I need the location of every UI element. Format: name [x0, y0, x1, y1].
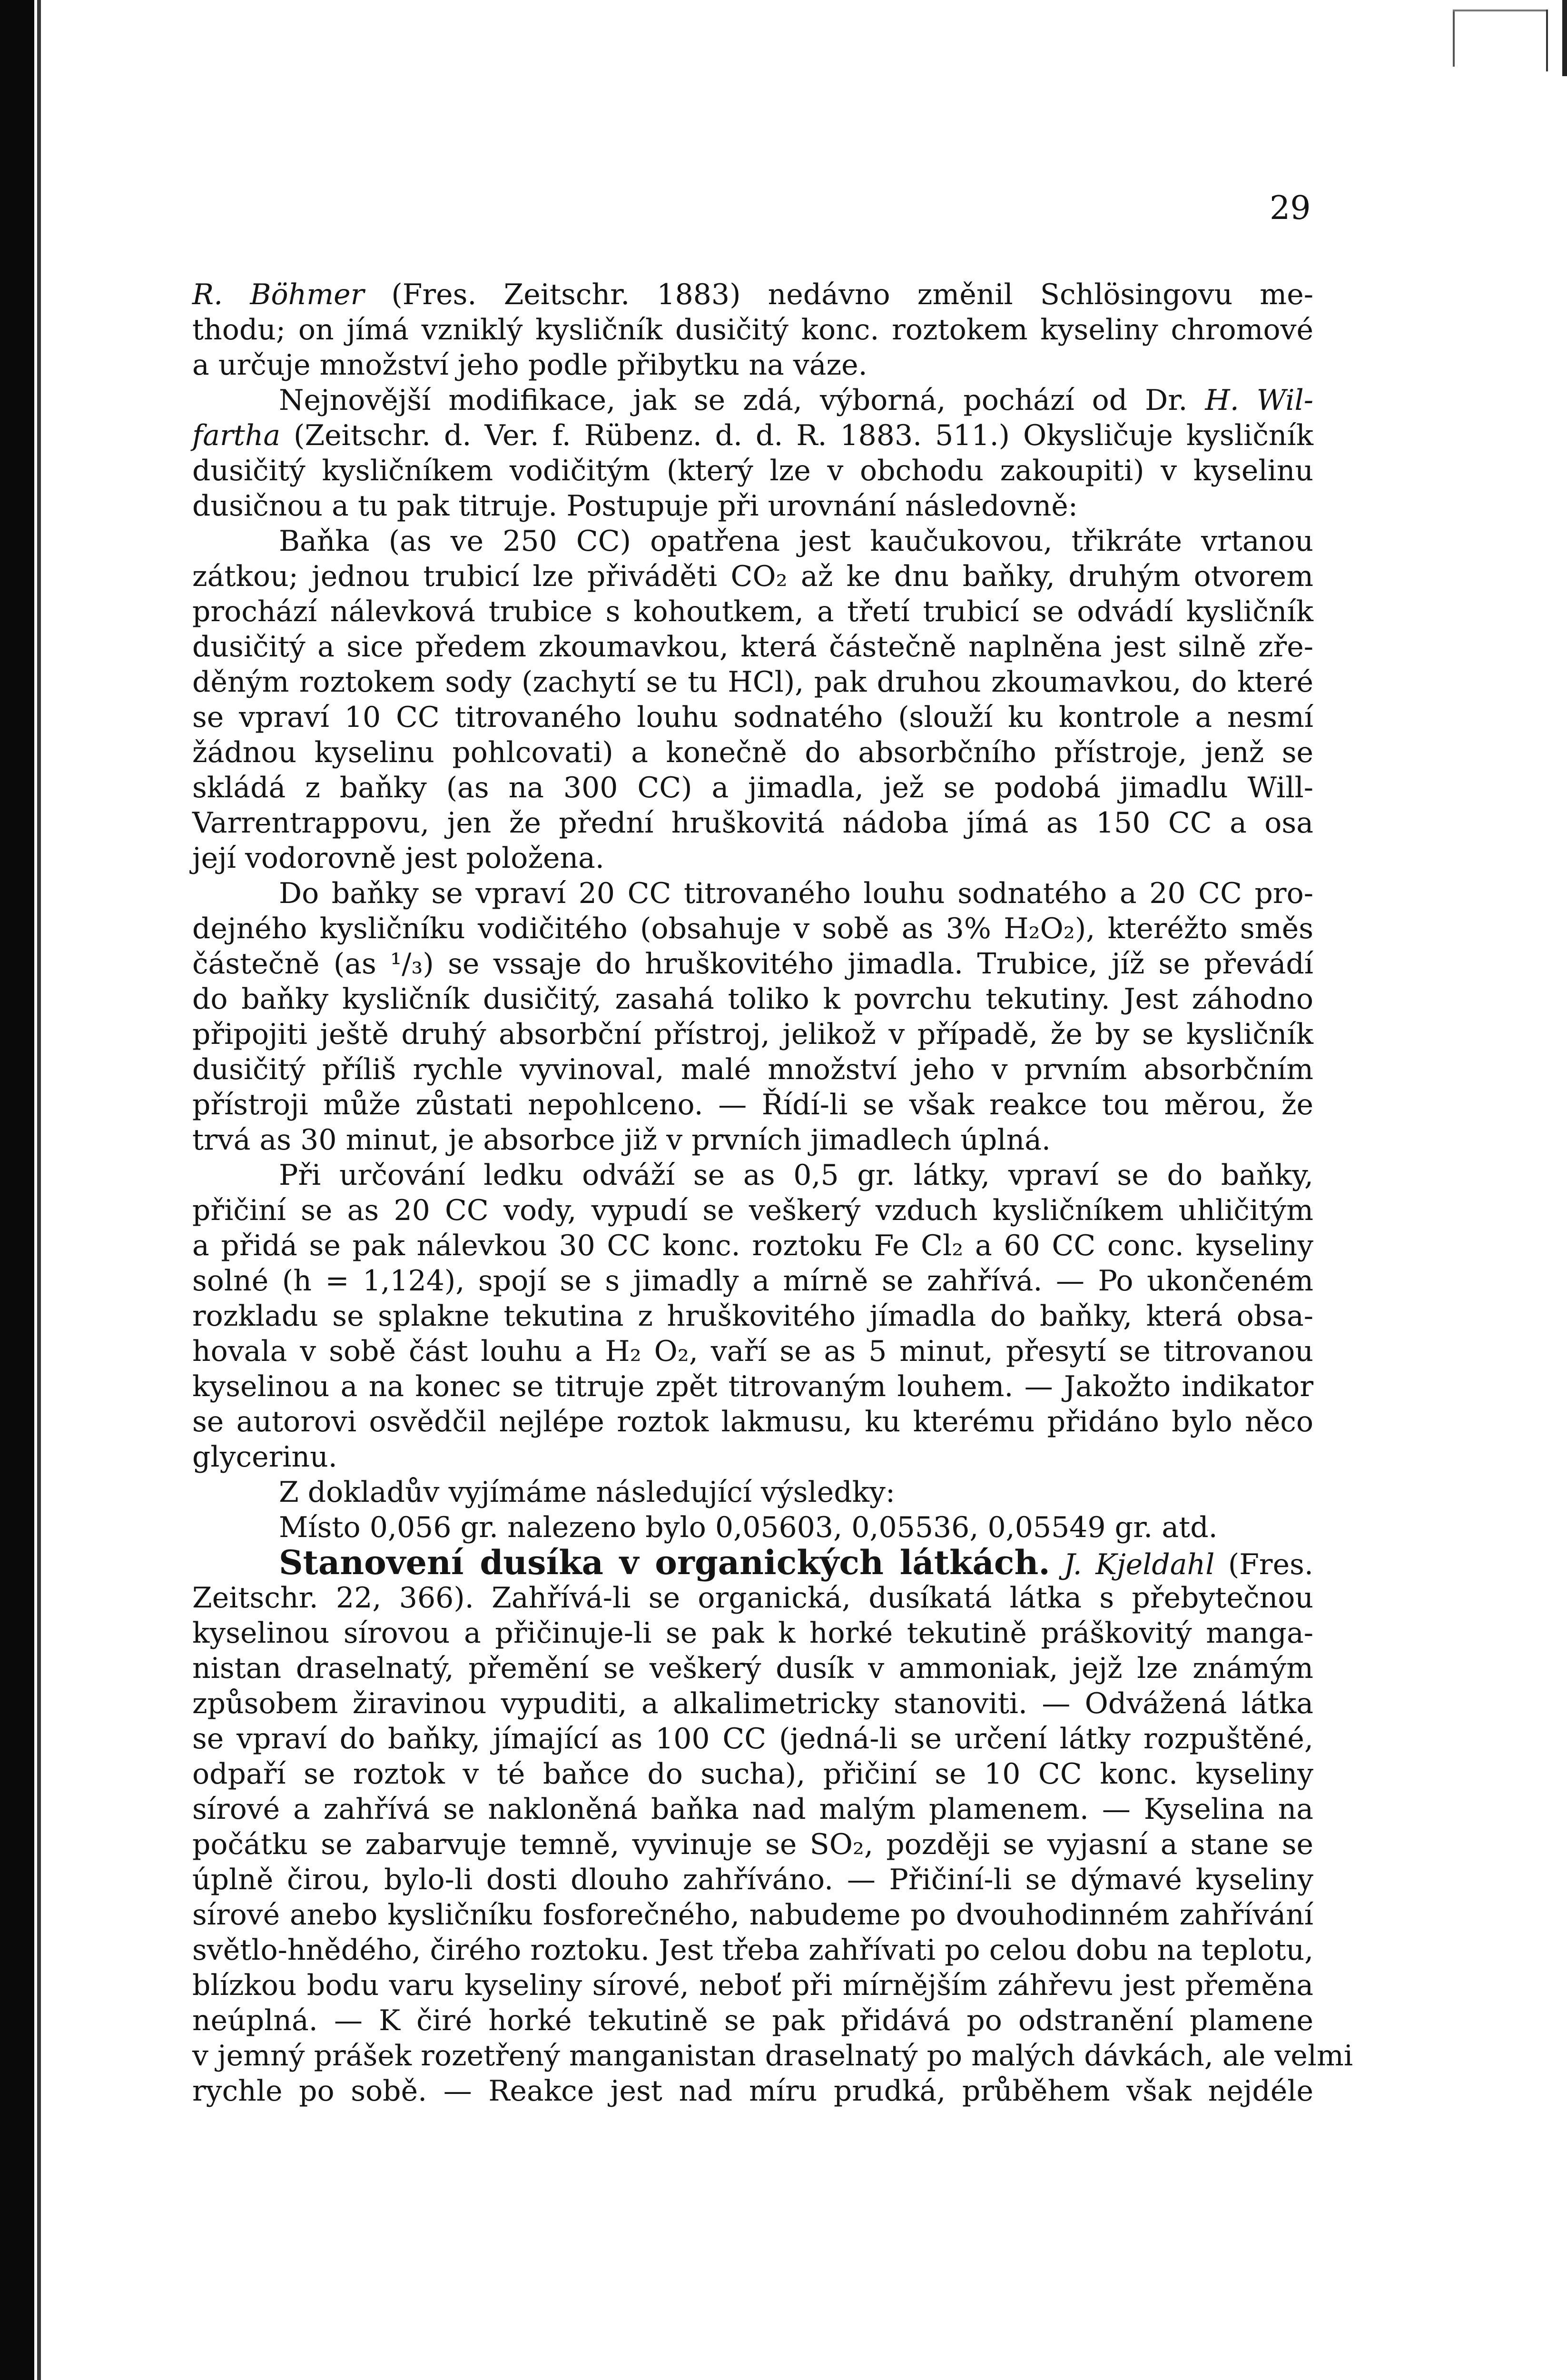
text-line: dusičnou a tu pak titruje. Postupuje při urovnání následovně:: [192, 489, 1078, 523]
text-line: kyselinou a na konec se titruje zpět titrovaným louhem. — Jakožto indikator: [192, 1370, 1313, 1403]
text-line: thodu; on jímá vzniklý kysličník dusičitý konc. roztokem kyseliny chromové: [192, 313, 1313, 347]
text-line: Varrentrappovu, jen že přední hruškovitá nádoba jímá as 150 CC a osa: [192, 806, 1313, 840]
text-line: žádnou kyselinu pohlcovati) a konečně do absorbčního přístroje, jenž se: [192, 736, 1313, 769]
text-line: skládá z baňky (as na 300 CC) a jimadla, jež se podobá jimadlu Will-: [192, 771, 1313, 804]
text-line: blízkou bodu varu kyseliny sírové, neboť při mírnějším záhřevu jest přeměna: [192, 1969, 1313, 2002]
text-line: prochází nálevková trubice s kohoutkem, a třetí trubicí se odvádí kysličník: [192, 595, 1313, 628]
text-line: hovala v sobě část louhu a H₂ O₂, vaří se as 5 minut, přesytí se titrovanou: [192, 1335, 1313, 1368]
text-line: počátku se zabarvuje temně, vyvinuje se SO₂, později se vyjasní a stane se: [192, 1828, 1313, 1861]
text-line: Baňka (as ve 250 CC) opatřena jest kaučukovou, třikráte vrtanou: [279, 525, 1313, 558]
author-name: fartha: [192, 419, 281, 452]
text-line: se vpraví do baňky, jímající as 100 CC (jedná-li se určení látky rozpuštěné,: [192, 1722, 1313, 1755]
text-line: způsobem žiravinou vypuditi, a alkalimetricky stanoviti. — Odvážená látka: [192, 1687, 1313, 1720]
text-line: částečně (as ¹/₃) se vssaje do hruškovitého jimadla. Trubice, jíž se převádí: [192, 947, 1313, 981]
text-line: úplně čirou, bylo-li dosti dlouho zahříváno. — Přičiní-li se dýmavé kyseliny: [192, 1863, 1313, 1896]
text-line: dusičitý příliš rychle vyvinoval, malé množství jeho v prvním absorbčním: [192, 1053, 1313, 1086]
text-line: trvá as 30 minut, je absorbce již v prvních jimadlech úplná.: [192, 1123, 1051, 1157]
text-line: v jemný prášek rozetřený manganistan draselnatý po malých dávkách, ale velmi: [192, 2039, 1353, 2073]
text-line: světlo-hnědého, čirého roztoku. Jest třeba zahřívati po celou dobu na teplotu,: [192, 1934, 1314, 1967]
text-line: R. Böhmer (Fres. Zeitschr. 1883) nedávno změnil Schlösingovu me-: [192, 278, 1313, 311]
text-line: dejného kysličníku vodičitého (obsahuje v sobě as 3% H₂O₂), kteréžto směs: [192, 912, 1313, 945]
text-line: solné (h = 1,124), spojí se s jimadly a mírně se zahřívá. — Po ukončeném: [192, 1264, 1313, 1298]
text-line: děným roztokem sody (zachytí se tu HCl), pak druhou zkoumavkou, do které: [192, 665, 1313, 699]
text-line: a určuje množství jeho podle přibytku na váze.: [192, 348, 867, 382]
text-line: Při určování ledku odváží se as 0,5 gr. látky, vpraví se do baňky,: [279, 1159, 1313, 1192]
text-line: připojiti ještě druhý absorbční přístroj, jelikož v případě, že by se kysličník: [192, 1018, 1313, 1051]
text-line: Zeitschr. 22, 366). Zahřívá-li se organická, dusíkatá látka s přebytečnou: [192, 1581, 1313, 1615]
author-name: H. Wil-: [1205, 384, 1313, 417]
text-line: sírové anebo kysličníku fosforečného, nabudeme po dvouhodinném zahřívání: [192, 1898, 1313, 1932]
text-line: a přidá se pak nálevkou 30 CC konc. roztoku Fe Cl₂ a 60 CC conc. kyseliny: [192, 1229, 1313, 1262]
text-line: rozkladu se splakne tekutina z hruškovitého jímadla do baňky, která obsa-: [192, 1299, 1313, 1333]
text-line: Stanovení dusíka v organických látkách. J. Kjeldahl (Fres.: [279, 1543, 1313, 1582]
text-line: se vpraví 10 CC titrovaného louhu sodnatého (slouží ku kontrole a nesmí: [192, 701, 1313, 734]
text-line: fartha (Zeitschr. d. Ver. f. Rübenz. d. d. R. 1883. 511.) Okysličuje kysličník: [192, 419, 1313, 452]
text-line: neúplná. — K čiré horké tekutině se pak přidává po odstranění plamene: [192, 2004, 1313, 2037]
text-line: sírové a zahřívá se nakloněná baňka nad malým plamenem. — Kyselina na: [192, 1793, 1313, 1826]
author-name: R. Böhmer: [192, 278, 365, 311]
text-line: glycerinu.: [192, 1440, 337, 1474]
text-line: kyselinou sírovou a přičinuje-li se pak k horké tekutině práškovitý manga-: [192, 1616, 1313, 1650]
scan-left-border-inner: [37, 0, 41, 2380]
author-name: J. Kjeldahl: [1064, 1548, 1215, 1581]
text-line: Z dokladův vyjímáme následující výsledky:: [279, 1476, 896, 1509]
text-line: její vodorovně jest položena.: [192, 842, 604, 875]
text-line: do baňky kysličník dusičitý, zasahá toliko k povrchu tekutiny. Jest záhodno: [192, 982, 1313, 1016]
text-line: Do baňky se vpraví 20 CC titrovaného louhu sodnatého a 20 CC pro-: [279, 877, 1313, 910]
scan-corner-mark: [1434, 0, 1567, 76]
section-heading: Stanovení dusíka v organických látkách.: [279, 1543, 1050, 1582]
text-line: nistan draselnatý, přemění se veškerý dusík v ammoniak, jejž lze známým: [192, 1652, 1313, 1685]
page-number: 29: [1270, 189, 1311, 227]
text-line: přičiní se as 20 CC vody, vypudí se veškerý vzduch kysličníkem uhličitým: [192, 1194, 1313, 1227]
text-line: se autorovi osvědčil nejlépe roztok lakmusu, ku kterému přidáno bylo něco: [192, 1405, 1313, 1438]
body-text: [192, 277, 1353, 2109]
text-line: odpaří se roztok v té baňce do sucha), přičiní se 10 CC konc. kyseliny: [192, 1757, 1313, 1791]
text-line: dusičitý a sice předem zkoumavkou, která částečně naplněna jest silně zře-: [192, 630, 1313, 664]
text-line: dusičitý kysličníkem vodičitým (který lze v obchodu zakoupiti) v kyselinu: [192, 454, 1313, 487]
scan-left-border: [0, 0, 34, 2380]
text-line: Místo 0,056 gr. nalezeno bylo 0,05603, 0,05536, 0,05549 gr. atd.: [279, 1511, 1218, 1544]
text-line: Nejnovější modifikace, jak se zdá, výborná, pochází od Dr. H. Wil-: [279, 384, 1313, 417]
text-line: přístroji může zůstati nepohlceno. — Řídí-li se však reakce tou měrou, že: [192, 1088, 1313, 1121]
text-line: rychle po sobě. — Reakce jest nad míru prudká, průběhem však nejdéle: [192, 2074, 1313, 2108]
text-line: zátkou; jednou trubicí lze přiváděti CO₂ až ke dnu baňky, druhým otvorem: [192, 560, 1313, 593]
